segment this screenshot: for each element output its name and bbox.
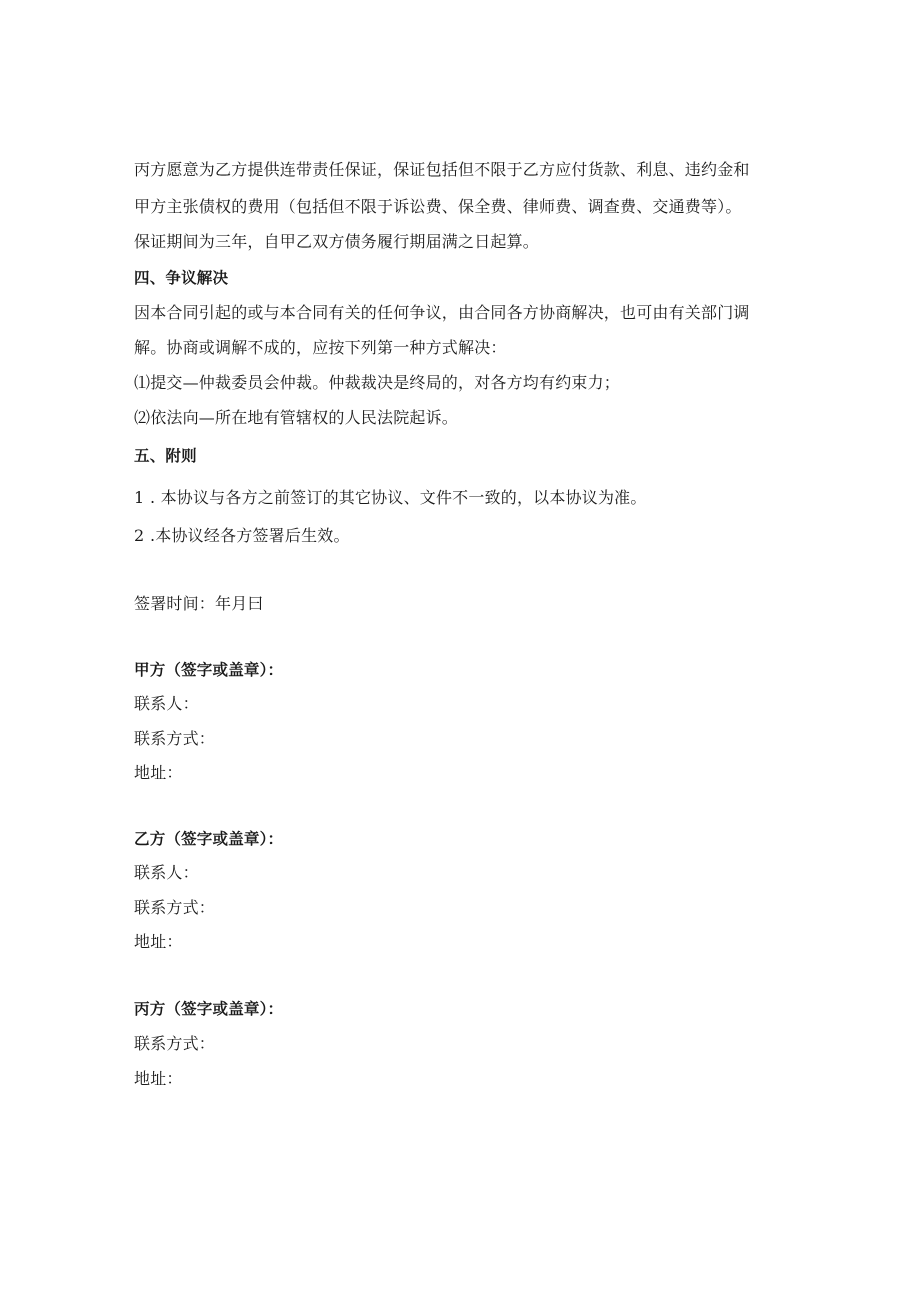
dispute-heading: 四、争议解决	[134, 269, 229, 287]
dispute-option-1: ⑴提交—仲裁委员会仲裁。仲裁裁决是终局的，对各方均有约束力；	[134, 373, 621, 392]
party-c-title: 丙方（签字或盖章）：	[134, 1000, 284, 1018]
appendix-item-2-text: .本协议经各方签署后生效。	[150, 526, 350, 545]
appendix-item-2-number: 2	[134, 526, 145, 545]
guarantee-line-2: 甲方主张债权的费用（包括但不限于诉讼费、保全费、律师费、调查费、交通费等）。	[134, 197, 742, 216]
appendix-heading: 五、附则	[134, 447, 197, 465]
appendix-item-1	[134, 488, 647, 508]
party-a-address: 地址：	[134, 763, 183, 782]
dispute-line-2: 解。协商或调解不成的，应按下列第一种方式解决：	[134, 338, 507, 357]
guarantee-line-1: 丙方愿意为乙方提供连带责任保证，保证包括但不限于乙方应付货款、利息、违约金和	[134, 160, 750, 179]
guarantee-line-3: 保证期间为三年，自甲乙双方债务履行期届满之日起算。	[134, 232, 540, 251]
dispute-option-2: ⑵依法向—所在地有管辖权的人民法院起诉。	[134, 408, 459, 427]
party-b-title: 乙方（签字或盖章）：	[134, 830, 284, 848]
party-b-phone: 联系方式：	[134, 898, 216, 917]
appendix-item-2	[134, 526, 350, 546]
party-b-contact: 联系人：	[134, 863, 199, 882]
party-a-phone: 联系方式：	[134, 729, 216, 748]
party-b-address: 地址：	[134, 932, 183, 951]
party-c-address: 地址：	[134, 1069, 183, 1088]
appendix-item-1-text: . 本协议与各方之前签订的其它协议、文件不一致的，以本协议为准。	[150, 488, 647, 507]
party-a-contact: 联系人：	[134, 694, 199, 713]
dispute-line-1: 因本合同引起的或与本合同有关的任何争议，由合同各方协商解决，也可由有关部门调	[134, 303, 750, 322]
party-a-title: 甲方（签字或盖章）：	[134, 661, 284, 679]
appendix-item-1-number: 1	[134, 488, 145, 507]
party-c-phone: 联系方式：	[134, 1034, 216, 1053]
signing-time: 签署时间：年月曰	[134, 594, 264, 613]
